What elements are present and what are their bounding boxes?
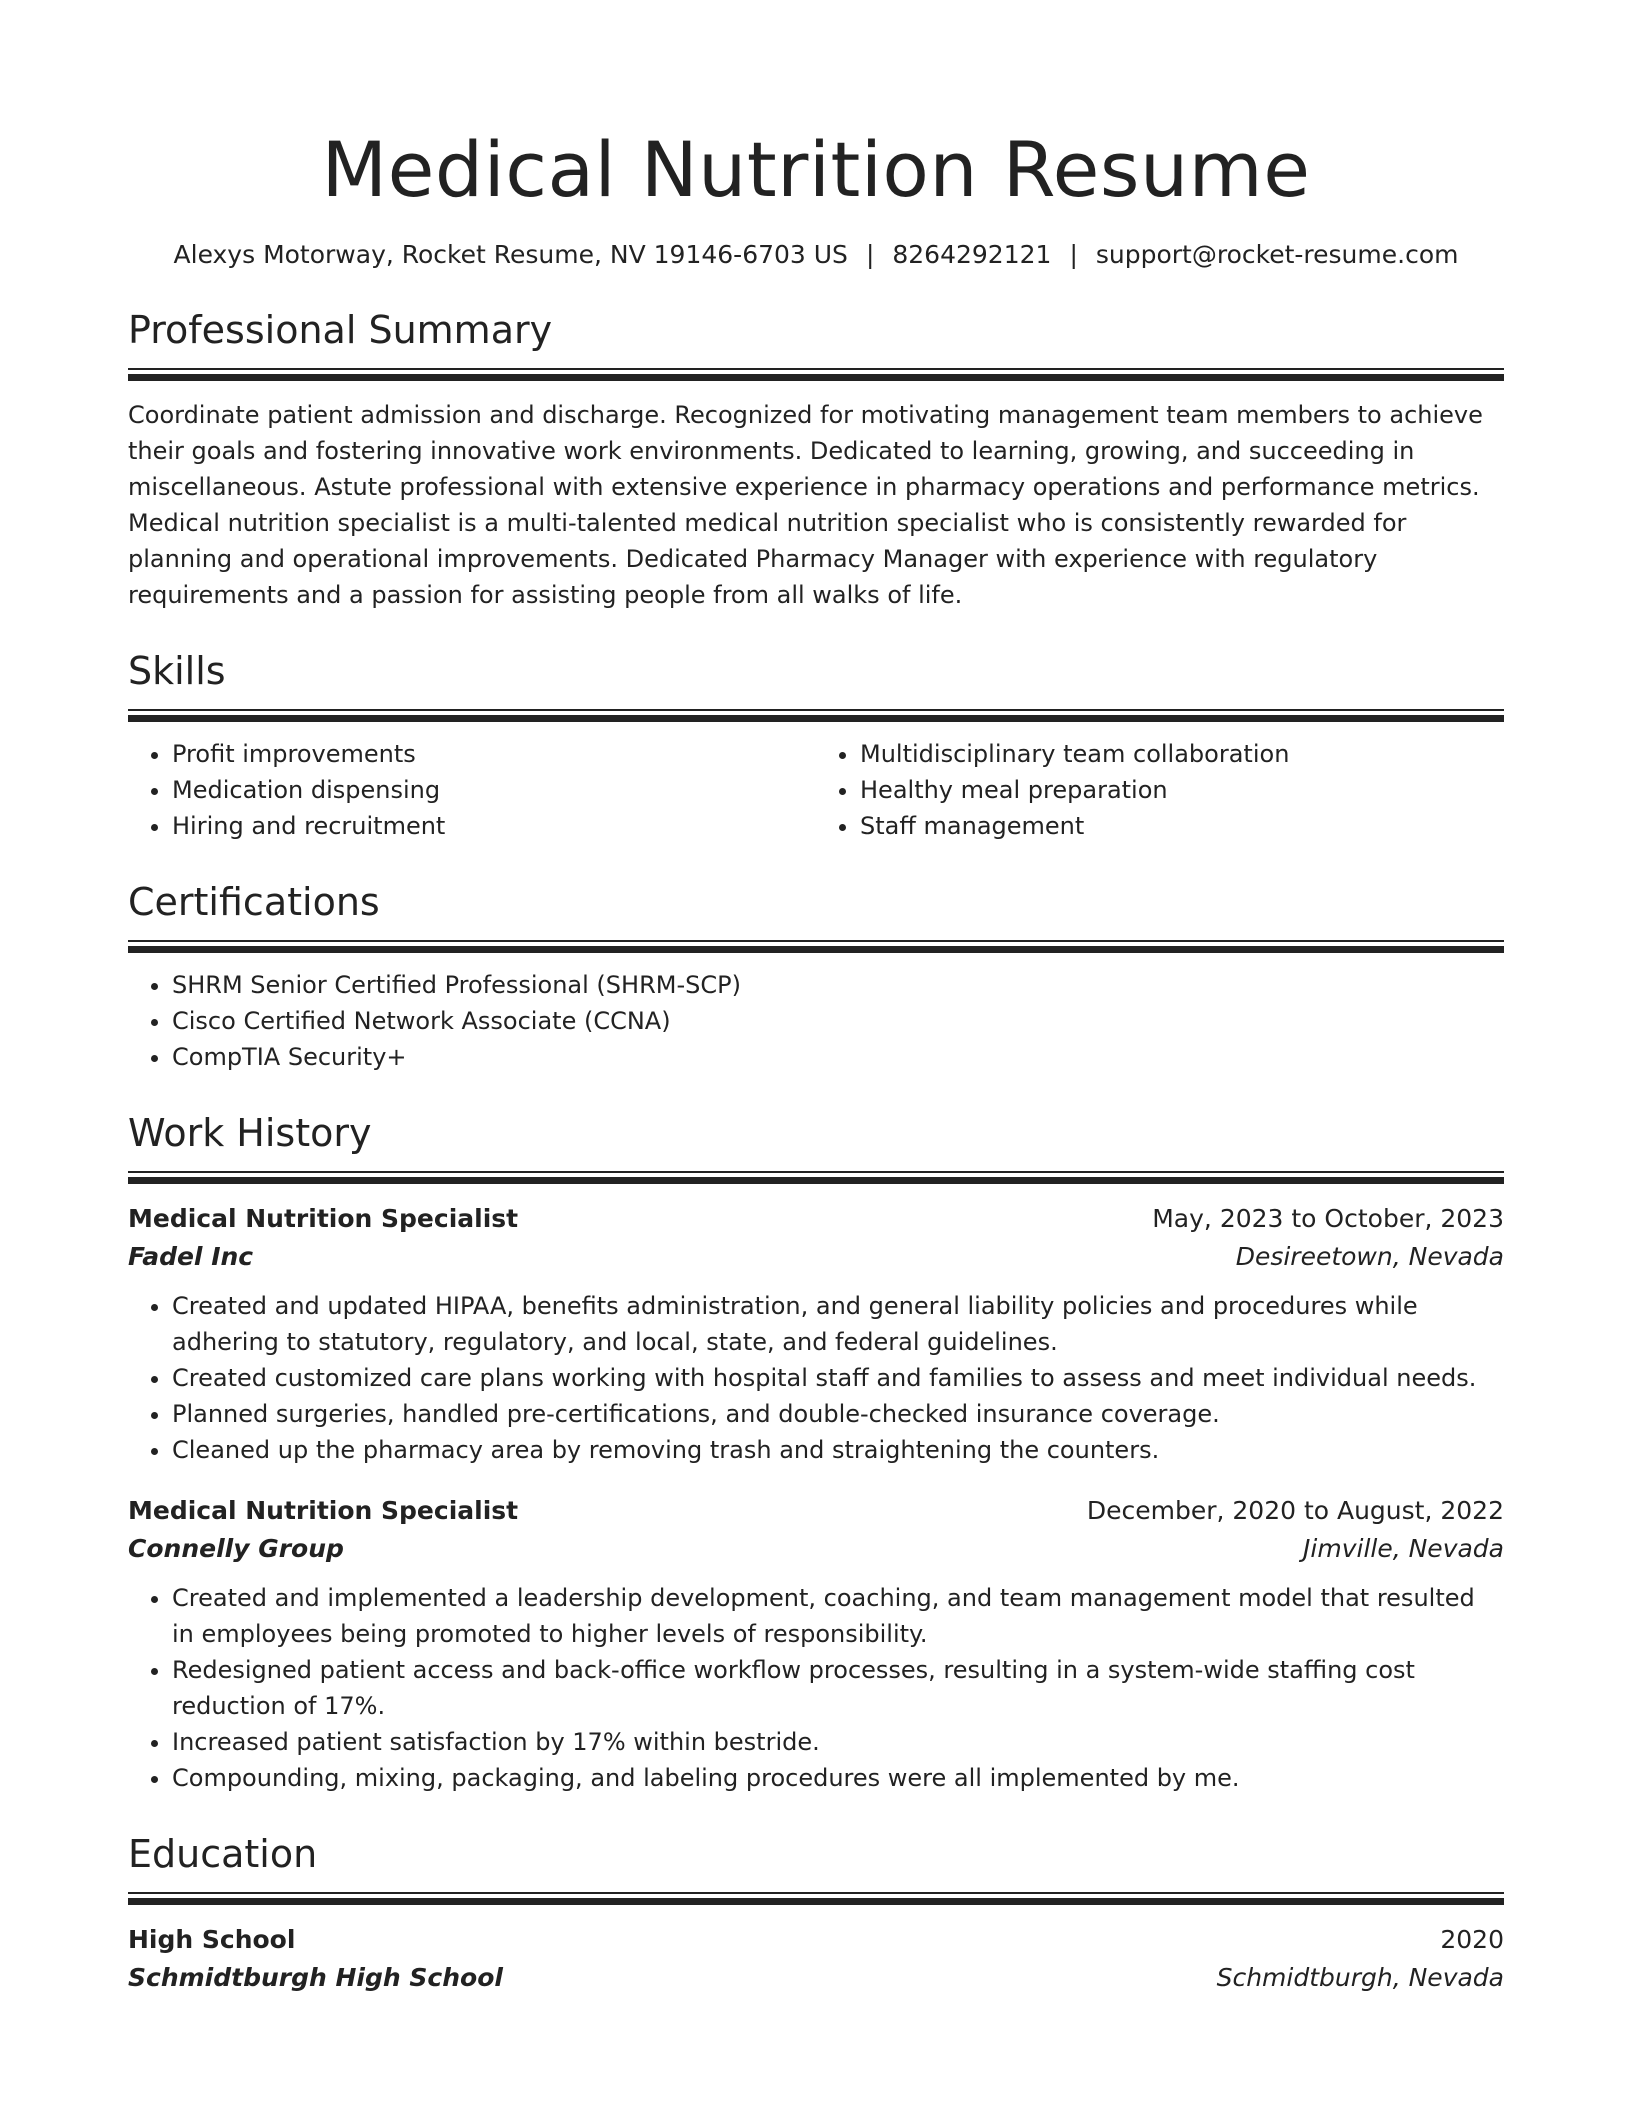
- job-location: Desireetown, Nevada: [1235, 1242, 1504, 1271]
- job-company-row: [128, 1238, 1504, 1276]
- skills-grid: [128, 736, 1504, 844]
- job-bullet: • Created customized care plans working with hospital staff and families to assess and meet individual needs.: [172, 1360, 1504, 1396]
- job-entry: [128, 1492, 1504, 1796]
- contact-line: [128, 238, 1504, 272]
- job-entry: [128, 1200, 1504, 1468]
- section-heading-certifications: Certifications: [128, 880, 380, 924]
- section-heading-education: Education: [128, 1832, 318, 1876]
- contact-phone: 8264292121: [892, 240, 1052, 269]
- section-divider: [128, 940, 1504, 953]
- job-bullet: • Created and updated HIPAA, benefits administration, and general liability policies and procedures while adhering to statutory, regulatory, and local, state, and federal guidelines.: [172, 1288, 1504, 1360]
- job-dates: December, 2020 to August, 2022: [1086, 1496, 1504, 1525]
- education-entry: [128, 1921, 1504, 1997]
- summary-text: Coordinate patient admission and discharge. Recognized for motivating management team members to achieve their goals and fostering innovative work environments. Dedicated to learning, growing, and succeeding in miscellaneous. Astute professional with extensive experience in pharmacy operations and performance metrics. Medical nutrition specialist is a multi-talented medical nutrition specialist who is consistently rewarded for planning and operational improvements. Dedicated Pharmacy Manager with experience with regulatory requirements and a passion for assisting people from all walks of life.: [128, 401, 1483, 609]
- job-company: Fadel Inc: [128, 1242, 254, 1271]
- job-title: Medical Nutrition Specialist: [128, 1204, 519, 1233]
- job-bullets: [128, 1288, 1504, 1468]
- job-header-row: [128, 1200, 1504, 1238]
- contact-email[interactable]: support@rocket-resume.com: [1095, 240, 1459, 269]
- skill-item: • Medication dispensing: [172, 772, 816, 808]
- contact-separator: |: [865, 240, 875, 269]
- skills-section: [128, 647, 1504, 844]
- section-heading-work-history: Work History: [128, 1111, 372, 1155]
- job-location: Jimville, Nevada: [1303, 1534, 1504, 1563]
- job-dates: May, 2023 to October, 2023: [1152, 1204, 1504, 1233]
- skill-item: • Profit improvements: [172, 736, 816, 772]
- job-bullet: • Increased patient satisfaction by 17% within bestride.: [172, 1724, 1504, 1760]
- job-title: Medical Nutrition Specialist: [128, 1496, 519, 1525]
- section-heading-summary: Professional Summary: [128, 308, 553, 352]
- contact-separator: |: [1069, 240, 1078, 269]
- resume-title: Medical Nutrition Resume: [321, 125, 1311, 214]
- skill-item: • Healthy meal preparation: [860, 772, 1504, 808]
- contact-address: Alexys Motorway, Rocket Resume, NV 19146-6703 US: [173, 240, 848, 269]
- certifications-list: [128, 967, 1504, 1075]
- work-history-section: [128, 1109, 1504, 1796]
- job-bullet: • Cleaned up the pharmacy area by removing trash and straightening the counters.: [172, 1432, 1504, 1468]
- skill-item: • Hiring and recruitment: [172, 808, 816, 844]
- job-bullet: • Planned surgeries, handled pre-certifications, and double-checked insurance coverage.: [172, 1396, 1504, 1432]
- certification-item: • Cisco Certified Network Associate (CCNA): [172, 1003, 1504, 1039]
- section-divider: [128, 1171, 1504, 1184]
- education-header-row: [128, 1921, 1504, 1959]
- section-heading-skills: Skills: [128, 649, 226, 693]
- certification-item: • SHRM Senior Certified Professional (SHRM-SCP): [172, 967, 1504, 1003]
- skill-item: • Multidisciplinary team collaboration: [860, 736, 1504, 772]
- job-bullet: • Redesigned patient access and back-office workflow processes, resulting in a system-wide staffing cost reduction of 17%.: [172, 1652, 1504, 1724]
- certifications-section: [128, 878, 1504, 1075]
- job-company: Connelly Group: [128, 1534, 344, 1563]
- education-school: Schmidtburgh High School: [128, 1963, 503, 1992]
- education-school-row: [128, 1959, 1504, 1997]
- education-location: Schmidtburgh, Nevada: [1216, 1963, 1504, 1992]
- certification-item: • CompTIA Security+: [172, 1039, 1504, 1075]
- section-divider: [128, 1892, 1504, 1905]
- job-bullet: • Created and implemented a leadership development, coaching, and team management model that resulted in employees being promoted to higher levels of responsibility.: [172, 1580, 1504, 1652]
- education-section: [128, 1830, 1504, 1997]
- section-divider: [128, 368, 1504, 381]
- skill-item: • Staff management: [860, 808, 1504, 844]
- job-company-row: [128, 1530, 1504, 1568]
- job-bullets: [128, 1580, 1504, 1796]
- skills-list-right: [816, 736, 1504, 844]
- education-year: 2020: [1440, 1925, 1504, 1954]
- summary-section: [128, 306, 1504, 613]
- job-header-row: [128, 1492, 1504, 1530]
- job-bullet: • Compounding, mixing, packaging, and labeling procedures were all implemented by me.: [172, 1760, 1504, 1796]
- section-divider: [128, 709, 1504, 722]
- education-degree: High School: [128, 1925, 296, 1954]
- skills-list-left: [128, 736, 816, 844]
